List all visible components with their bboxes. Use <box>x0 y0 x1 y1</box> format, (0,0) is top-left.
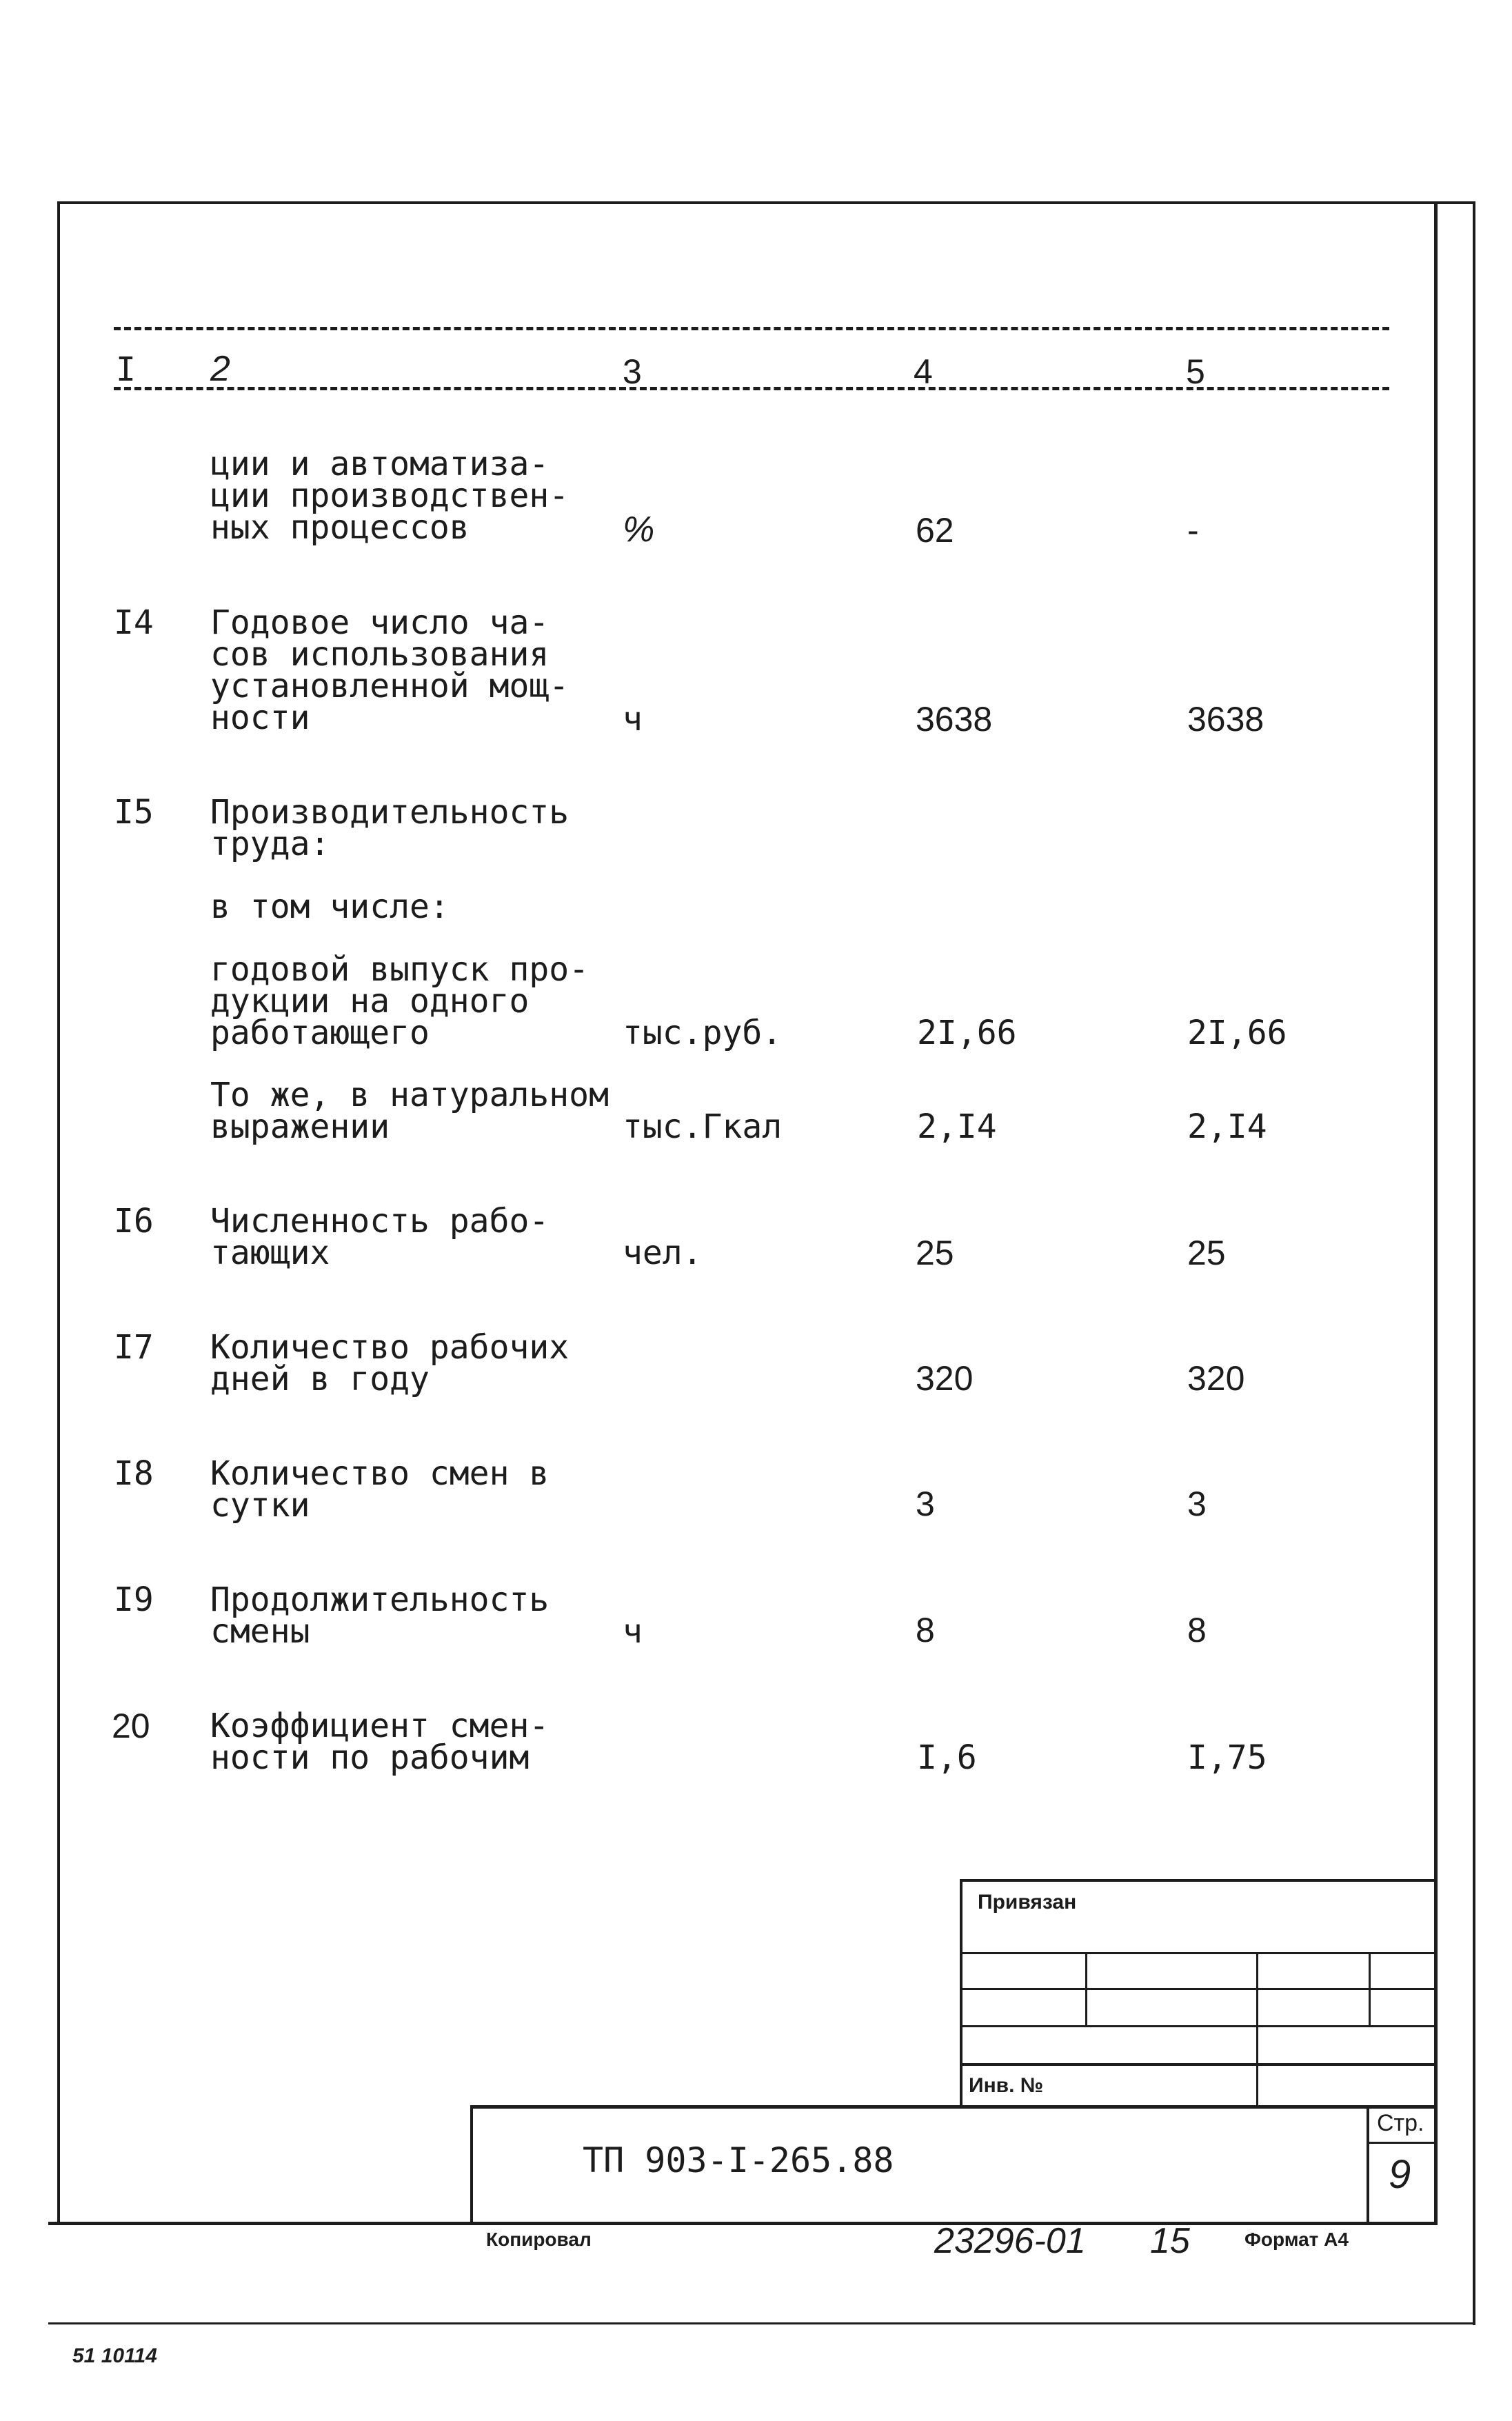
stamp-block-left-line <box>960 1879 962 2105</box>
sheet-bottom-line <box>48 2322 1475 2324</box>
table-row-analog-value: 25 <box>1187 1234 1226 1272</box>
table-row-project-value: 3 <box>916 1485 935 1523</box>
page-number: 9 <box>1389 2152 1411 2197</box>
table-row-analog-value: 2,I4 <box>1187 1107 1267 1146</box>
table-row-number: I8 <box>114 1454 154 1493</box>
table-row-analog-value: - <box>1187 511 1199 550</box>
table-row-description: Количество смен в сутки <box>210 1454 550 1525</box>
header-col-3: 3 <box>623 352 642 391</box>
table-row-number: I4 <box>114 603 154 642</box>
inventory-number-label: Инв. № <box>969 2074 1044 2097</box>
table-row-unit: тыс.руб. <box>623 1014 783 1052</box>
table-row-project-value: 25 <box>916 1234 954 1272</box>
stamp-row-line-4 <box>960 2063 1435 2066</box>
table-row-project-value: 2,I4 <box>917 1107 997 1146</box>
stamp-row-line-3 <box>960 2025 1435 2027</box>
table-row-unit: ч <box>623 1612 643 1651</box>
stamp-row-line-2 <box>960 1988 1435 1990</box>
table-row-description: в том числе: <box>210 887 450 926</box>
page-cell-left-line <box>1367 2105 1369 2224</box>
stamp-row-line-1 <box>960 1952 1435 1954</box>
table-row-number: I9 <box>114 1580 154 1619</box>
table-row-description: Количество рабочих дней в году <box>210 1328 569 1398</box>
header-col-1: I <box>116 350 136 389</box>
table-row-analog-value: 8 <box>1187 1611 1207 1649</box>
table-row-description: То же, в натуральном выражении <box>210 1076 609 1146</box>
table-row-description: Численность рабо- тающих <box>210 1202 550 1272</box>
format-label: Формат А4 <box>1244 2229 1349 2250</box>
title-block-left-line <box>470 2105 473 2224</box>
table-row-unit: % <box>623 510 655 550</box>
sheet-number: 15 <box>1150 2221 1190 2261</box>
order-number: 23296-01 <box>934 2221 1086 2261</box>
table-row-project-value: 8 <box>916 1611 935 1649</box>
table-row-description: Производительность труда: <box>210 793 569 863</box>
table-row-unit: чел. <box>623 1234 703 1272</box>
stamp-col-line-1 <box>1085 1952 1087 2027</box>
table-row-number: I7 <box>114 1328 154 1367</box>
table-row-description: Годовое число ча- сов использования установленной мощ- ности <box>210 603 569 737</box>
header-col-5: 5 <box>1186 352 1205 391</box>
page-cell-mid-line <box>1367 2142 1435 2144</box>
table-row-project-value: 2I,66 <box>917 1014 1017 1052</box>
table-row-unit: тыс.Гкал <box>623 1107 783 1146</box>
header-col-2: 2 <box>210 349 230 389</box>
page-label: Стр. <box>1377 2110 1424 2136</box>
table-row-description: Продолжительность смены <box>210 1580 550 1651</box>
table-row-project-value: 62 <box>916 511 954 550</box>
frame-inner-right-line <box>1434 201 1438 2225</box>
table-row-analog-value: 3638 <box>1187 700 1264 739</box>
header-top-dashed-line <box>114 327 1389 330</box>
archive-code: 51 10114 <box>72 2344 157 2367</box>
table-row-description: годовой выпуск про- дукции на одного работающего <box>210 950 589 1052</box>
table-row-project-value: 3638 <box>916 700 993 739</box>
table-row-analog-value: 3 <box>1187 1485 1207 1523</box>
table-row-description: ции и автоматиза- ции производствен- ных процессов <box>210 445 569 547</box>
document-code: ТП 903-I-265.88 <box>583 2140 894 2180</box>
table-row-analog-value: 2I,66 <box>1187 1014 1287 1052</box>
title-block-top-line <box>470 2105 1435 2109</box>
attached-label: Привязан <box>978 1891 1077 1913</box>
table-row-project-value: I,6 <box>917 1738 977 1777</box>
table-row-description: Коэффициент смен- ности по рабочим <box>210 1707 550 1777</box>
header-col-4: 4 <box>914 352 933 391</box>
frame-left-line <box>57 201 60 2225</box>
frame-bottom-line <box>48 2222 1435 2225</box>
table-row-project-value: 320 <box>916 1359 974 1398</box>
frame-top-line <box>57 201 1475 204</box>
table-row-unit: ч <box>623 700 643 739</box>
table-row-number: I6 <box>114 1202 154 1240</box>
table-row-number: 20 <box>112 1707 150 1745</box>
frame-outer-right-line <box>1473 201 1475 2325</box>
table-row-number: I5 <box>114 793 154 832</box>
table-row-analog-value: 320 <box>1187 1359 1245 1398</box>
table-row-analog-value: I,75 <box>1187 1738 1267 1777</box>
stamp-block-top-line <box>960 1879 1435 1882</box>
copied-by-label: Копировал <box>486 2229 592 2250</box>
stamp-col-line-2 <box>1256 1952 1258 2105</box>
stamp-col-line-3 <box>1369 1952 1371 2027</box>
